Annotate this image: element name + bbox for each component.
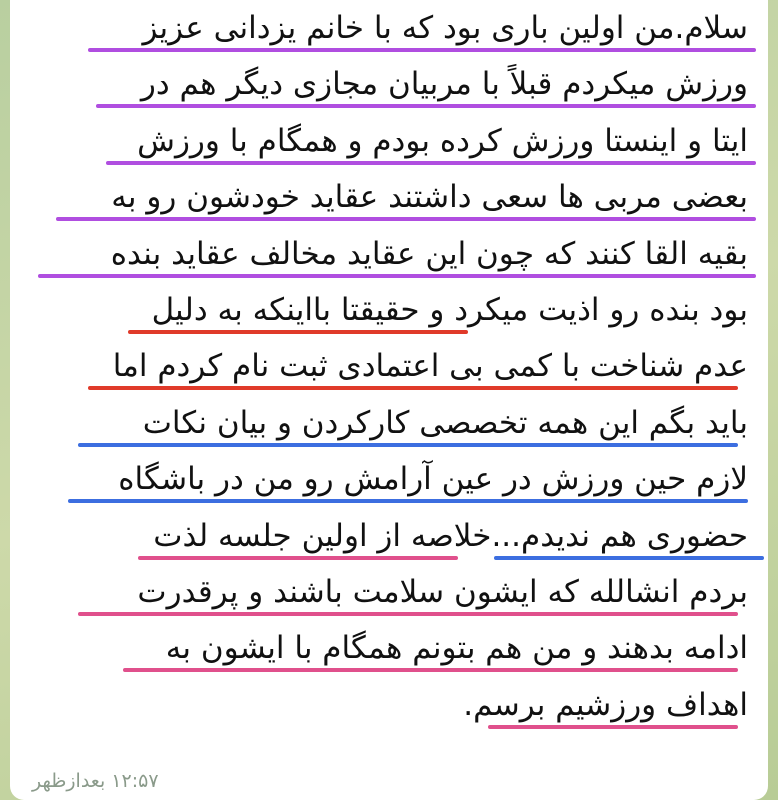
underline-purple: [88, 48, 756, 52]
message-text: [28, 0, 748, 733]
message-line: بعضی مربی ها سعی داشتند عقاید خودشون رو به: [28, 169, 748, 225]
message-bubble[interactable]: [10, 0, 768, 800]
underline-red: [128, 330, 468, 334]
message-line: لازم حین ورزش در عین آرامش رو من در باشگاه: [28, 451, 748, 507]
underline-purple: [38, 274, 756, 278]
underline-pink: [123, 668, 738, 672]
message-line: ایتا و اینستا ورزش کرده بودم و همگام با ورزش: [28, 113, 748, 169]
underline-red: [88, 386, 738, 390]
underline-blue: [494, 556, 764, 560]
underline-pink: [488, 725, 738, 729]
underline-purple: [96, 104, 756, 108]
message-line: ادامه بدهند و من هم بتونم همگام با ایشون به: [28, 620, 748, 676]
underline-blue: [78, 443, 738, 447]
message-line: سلام.من اولین باری بود که با خانم یزدانی عزیز: [28, 0, 748, 56]
message-line: اهداف ورزشیم برسم.: [28, 677, 748, 733]
message-line: بود بنده رو اذیت میکرد و حقیقتا بااینکه به دلیل: [28, 282, 748, 338]
underline-purple: [56, 217, 756, 221]
message-timestamp: ۱۲:۵۷ بعدازظهر: [32, 770, 159, 792]
message-line: ورزش میکردم قبلاً با مربیان مجازی دیگر هم در: [28, 56, 748, 112]
underline-pink: [78, 612, 738, 616]
underline-purple: [106, 161, 756, 165]
message-line: باید بگم این همه تخصصی کارکردن و بیان نکات: [28, 395, 748, 451]
message-line: بقیه القا کنند که چون این عقاید مخالف عقاید بنده: [28, 226, 748, 282]
underline-pink: [138, 556, 458, 560]
message-line: حضوری هم ندیدم...خلاصه از اولین جلسه لذت: [28, 508, 748, 564]
message-line: عدم شناخت با کمی بی اعتمادی ثبت نام کردم اما: [28, 338, 748, 394]
message-line: بردم انشالله که ایشون سلامت باشند و پرقدرت: [28, 564, 748, 620]
underline-blue: [68, 499, 748, 503]
